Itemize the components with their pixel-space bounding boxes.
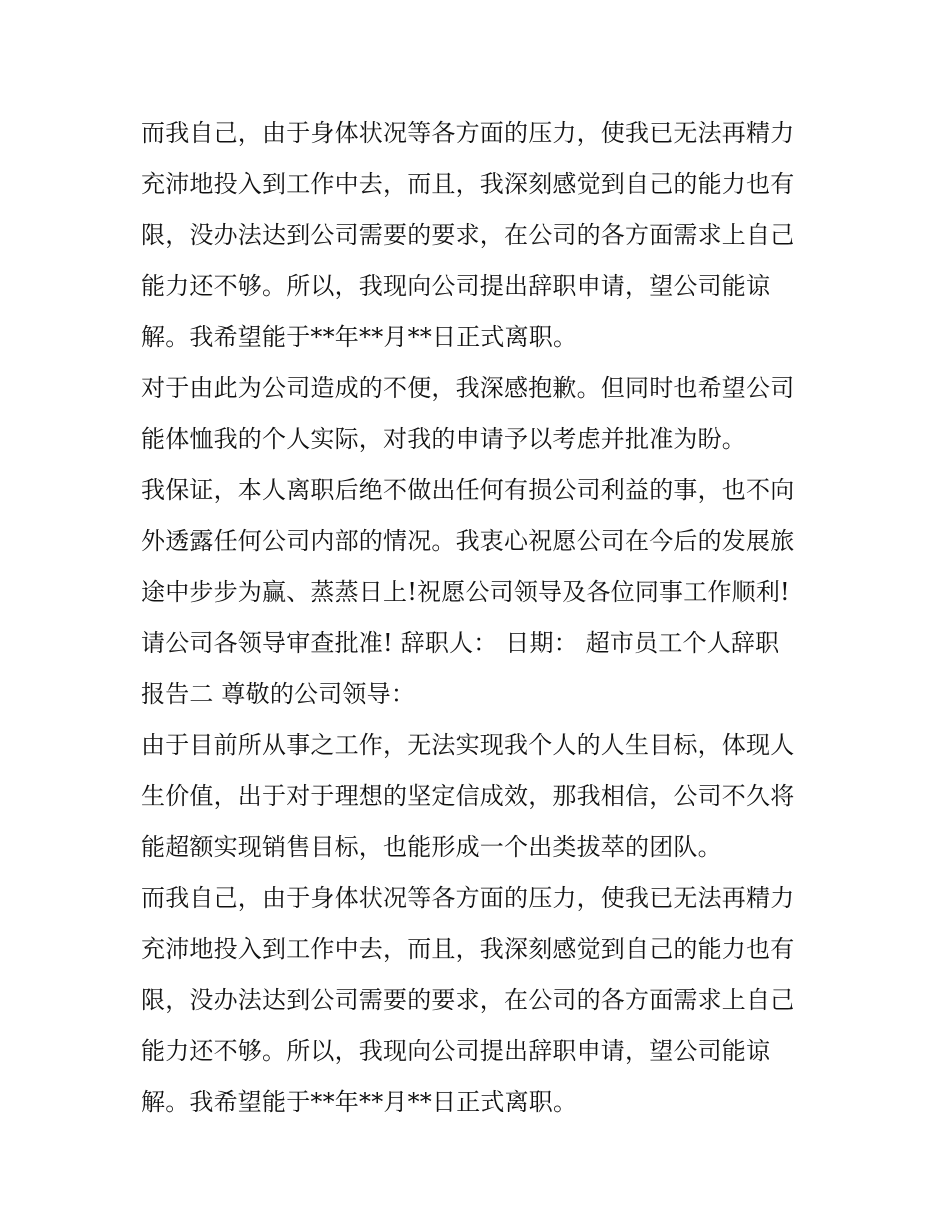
text-line: 而我自己，由于身体状况等各方面的压力，使我已无法再精力 — [141, 884, 795, 912]
text-line: 途中步步为赢、蒸蒸日上!祝愿公司领导及各位同事工作顺利! — [141, 578, 790, 606]
text-line: 限，没办法达到公司需要的要求，在公司的各方面需求上自己 — [141, 986, 795, 1014]
text-line: 生价值，出于对于理想的坚定信成效，那我相信，公司不久将 — [141, 782, 795, 810]
text-line: 解。我希望能于**年**月**日正式离职。 — [141, 1088, 578, 1116]
text-line: 我保证，本人离职后绝不做出任何有损公司利益的事，也不向 — [141, 476, 795, 504]
text-line: 限，没办法达到公司需要的要求，在公司的各方面需求上自己 — [141, 221, 795, 249]
text-line: 请公司各领导审查批准! 辞职人： 日期： 超市员工个人辞职 — [141, 629, 780, 657]
text-line: 解。我希望能于**年**月**日正式离职。 — [141, 323, 578, 351]
text-line: 充沛地投入到工作中去，而且，我深刻感觉到自己的能力也有 — [141, 935, 795, 963]
text-line: 能体恤我的个人实际，对我的申请予以考虑并批准为盼。 — [141, 425, 746, 453]
text-line: 能力还不够。所以，我现向公司提出辞职申请，望公司能谅 — [141, 1037, 771, 1065]
text-line: 能力还不够。所以，我现向公司提出辞职申请，望公司能谅 — [141, 272, 771, 300]
text-line: 能超额实现销售目标，也能形成一个出类拔萃的团队。 — [141, 833, 722, 861]
text-line: 外透露任何公司内部的情况。我衷心祝愿公司在今后的发展旅 — [141, 527, 795, 555]
text-line: 充沛地投入到工作中去，而且，我深刻感觉到自己的能力也有 — [141, 170, 795, 198]
text-line: 由于目前所从事之工作，无法实现我个人的人生目标，体现人 — [141, 731, 795, 759]
text-line: 而我自己，由于身体状况等各方面的压力，使我已无法再精力 — [141, 119, 795, 147]
text-line: 报告二 尊敬的公司领导： — [141, 680, 416, 708]
document-body — [141, 108, 821, 1128]
text-line: 对于由此为公司造成的不便，我深感抱歉。但同时也希望公司 — [141, 374, 795, 402]
